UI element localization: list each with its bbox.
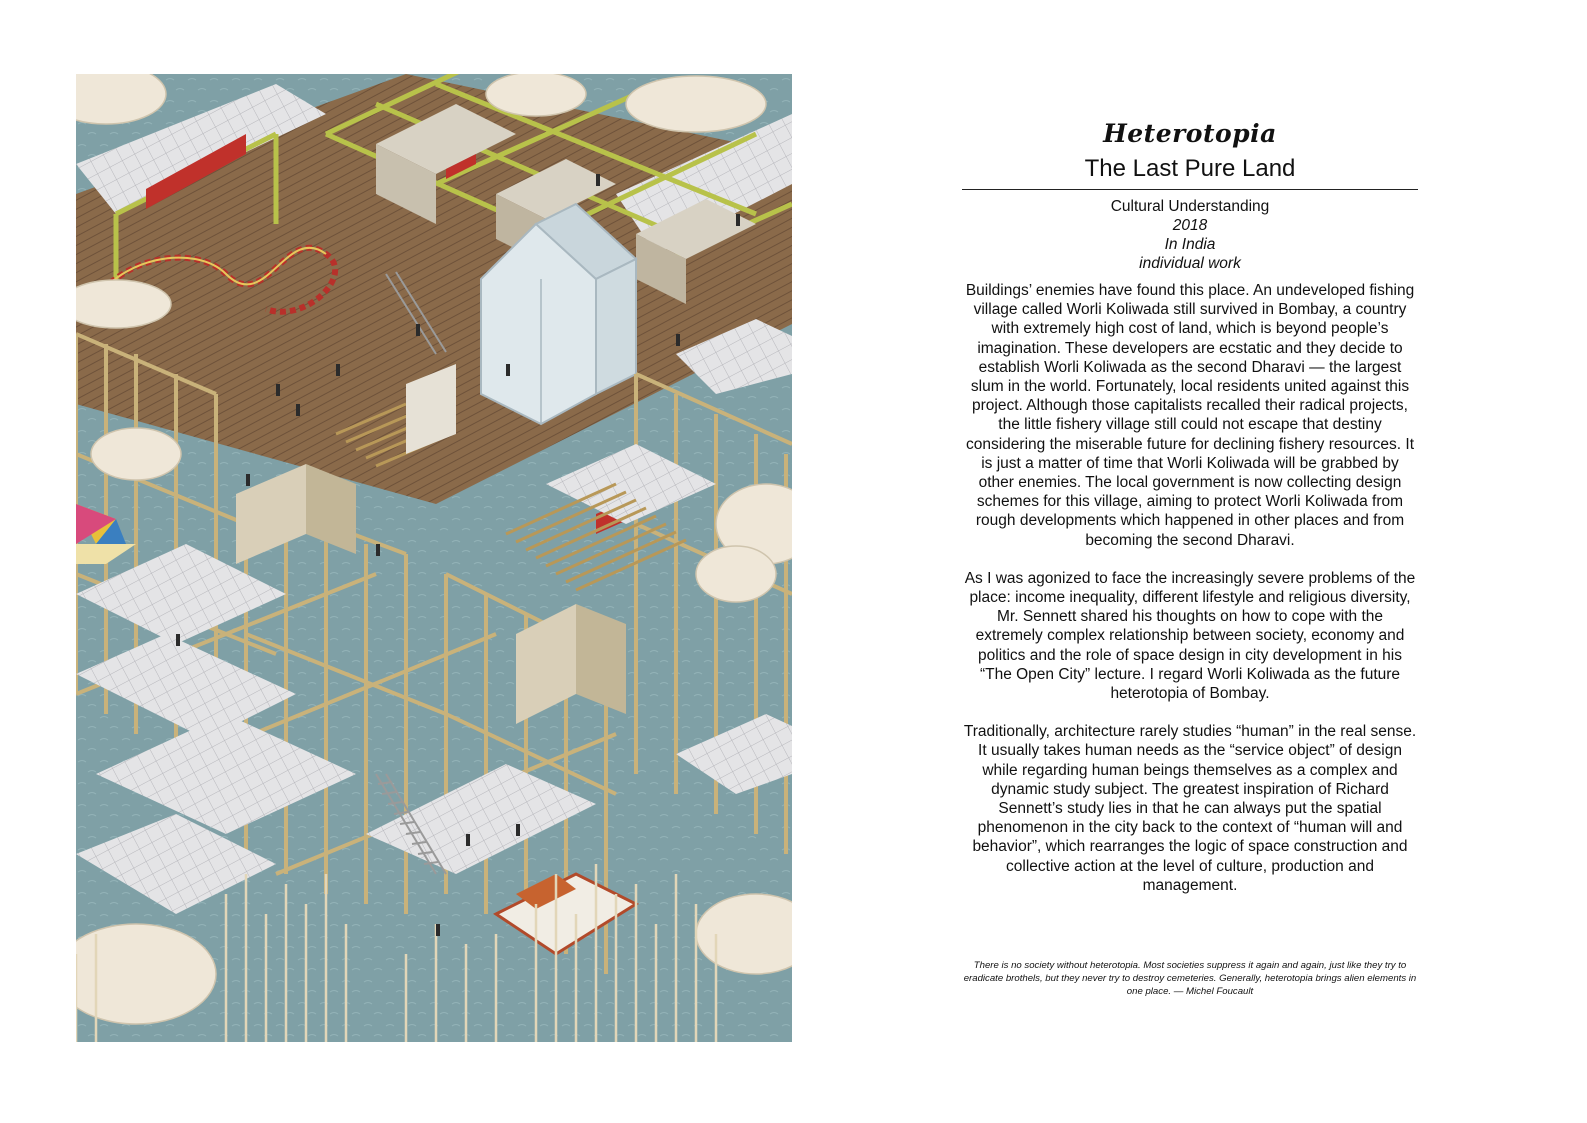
- village-illustration-art: [76, 74, 792, 1042]
- text-column: [962, 118, 1418, 914]
- meta-category: Cultural Understanding: [1110, 198, 1270, 215]
- page-title: The Last Pure Land: [1084, 155, 1296, 182]
- body-paragraph-2: As I was agonized to face the increasingly severe problems of the place: income inequality, different lifestyle and religious diversity, Mr. Sennett shared his thoughts on how to cope with the extremely complex relationship between society, economy and politics and the role of space design in city development in his “The Open City” lecture. I regard Worli Koliwada as the future heterotopia of Bombay.: [964, 569, 1416, 703]
- script-title: Heterotopia: [1103, 119, 1277, 148]
- meta-location: In India: [1164, 236, 1216, 253]
- village-illustration: [76, 74, 792, 1042]
- title-divider: [962, 189, 1418, 190]
- body-text: [962, 281, 1418, 895]
- foucault-quote: There is no society without heterotopia. Most societies suppress it again and again, just like they try to eradicate brothels, but they never try to destroy cemeteries. Generally, heterotopia brings alien elements in one place. — Michel Foucault: [963, 960, 1417, 997]
- project-meta: [962, 197, 1418, 273]
- meta-work-type: individual work: [1139, 255, 1241, 272]
- body-paragraph-3: Traditionally, architecture rarely studies “human” in the real sense. It usually takes human needs as the “service object” of design while regarding human beings themselves as a complex and dynamic study subject. The greatest inspiration of Richard Sennett’s study lies in that he can always put the spatial phenomenon in the city back to the context of “human will and behavior”, which rearranges the logic of space construction and collective action at the level of culture, production and management.: [963, 723, 1417, 894]
- body-paragraph-1: Buildings’ enemies have found this place. An undeveloped fishing village called Worli Koliwada still survived in Bombay, a country with extremely high cost of land, which is beyond people’s imagination. These developers are ecstatic and they decide to establish Worli Koliwada as the second Dharavi — the largest slum in the world. Fortunately, local residents united against this project. Although those capitalists recalled their radical projects, the little fishery village still could not escape that destiny considering the miserable future for declining fishery resources. It is just a matter of time that Worli Koliwada will be grabbed by other enemies. The local government is now collecting design schemes for this village, aiming to protect Worli Koliwada from rough developments which happened in other places and from becoming the second Dharavi.: [965, 282, 1415, 549]
- meta-year: 2018: [1172, 217, 1208, 234]
